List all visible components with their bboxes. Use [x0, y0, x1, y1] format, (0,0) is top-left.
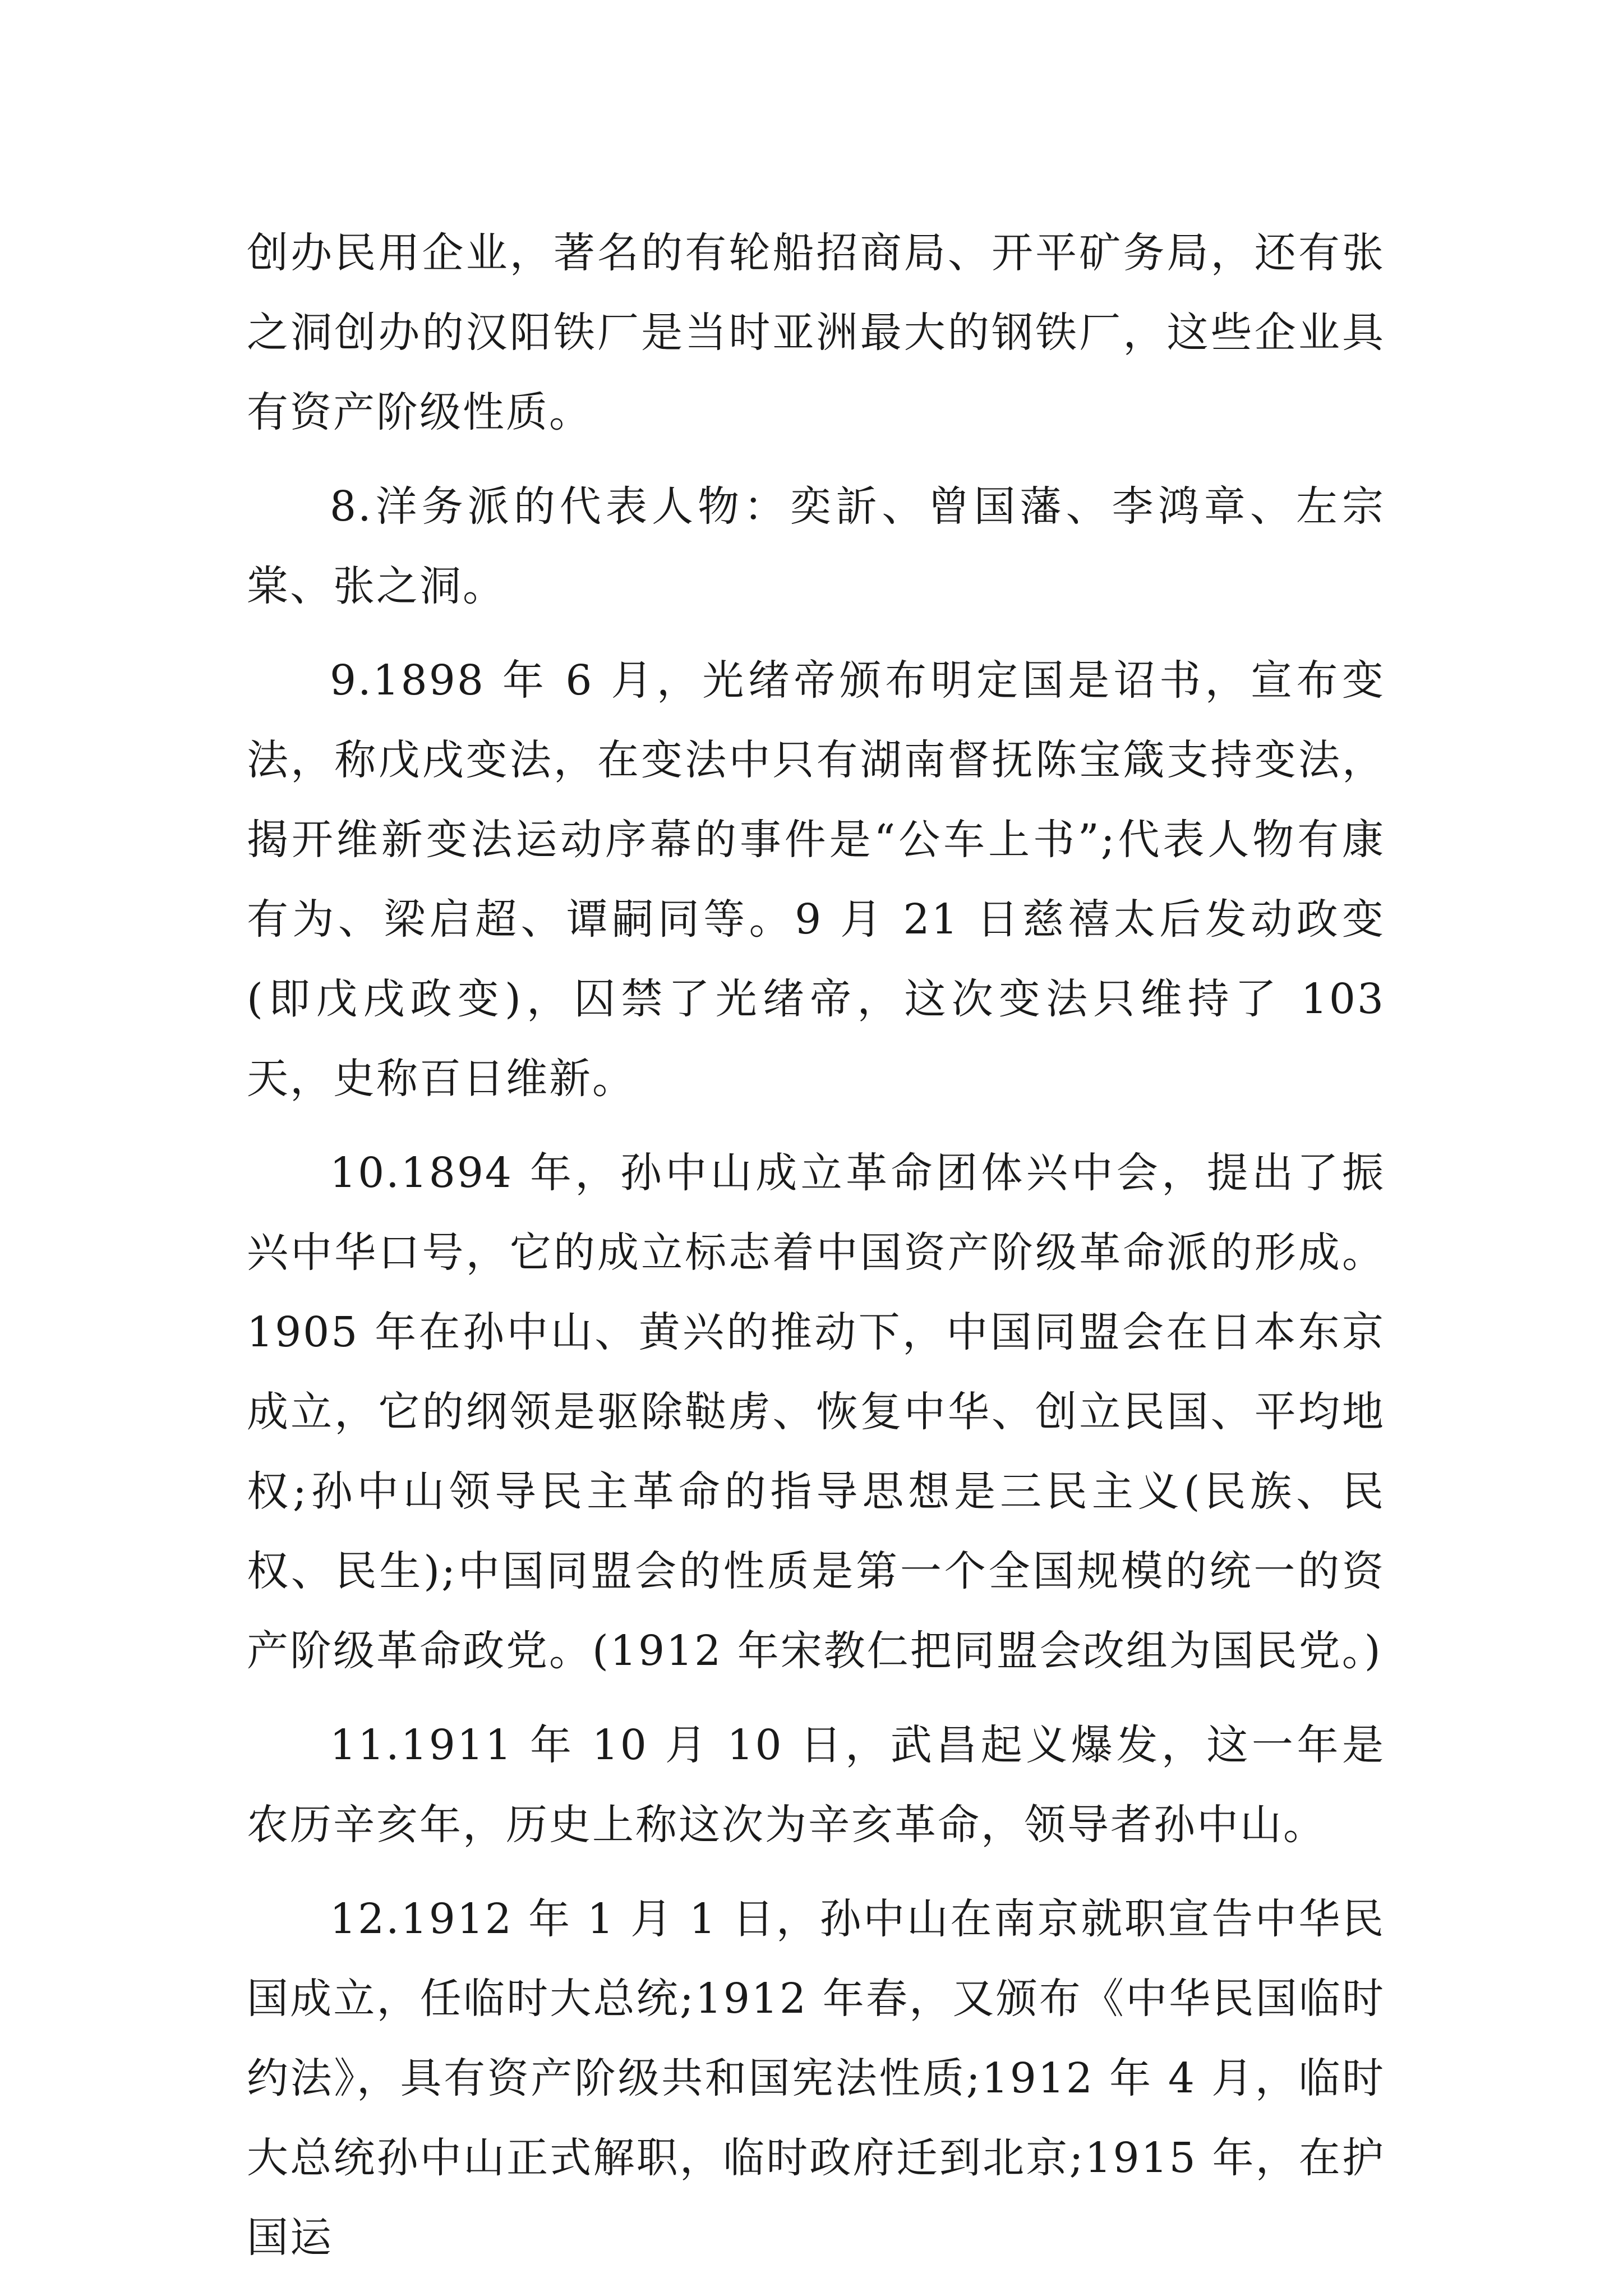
paragraph-11: 11.1911 年 10 月 10 日，武昌起义爆发，这一年是农历辛亥年，历史上称这次为辛亥革命，领导者孙中山。	[247, 1721, 1385, 1849]
paragraph-9: 9.1898 年 6 月，光绪帝颁布明定国是诏书，宣布变法，称戊戌变法，在变法中只有湖南督抚陈宝箴支持变法，揭开维新变法运动序幕的事件是“公车上书”;代表人物有康有为、梁启超、谭嗣同等。9 月 21 日慈禧太后发动政变(即戊戌政变)，囚禁了光绪帝，这次变法只维持了 103 天，史称百日维新。	[247, 656, 1385, 1103]
paragraph-10: 10.1894 年，孙中山成立革命团体兴中会，提出了振兴中华口号，它的成立标志着中国资产阶级革命派的形成。1905 年在孙中山、黄兴的推动下，中国同盟会在日本东京成立，它的纲领是驱除鞑虏、恢复中华、创立民国、平均地权;孙中山领导民主革命的指导思想是三民主义(民族、民权、民生);中国同盟会的性质是第一个全国规模的统一的资产阶级革命政党。(1912 年宋教仁把同盟会改组为国民党。)	[247, 1149, 1385, 1675]
paragraph-8: 8.洋务派的代表人物：奕訢、曾国藩、李鸿章、左宗棠、张之洞。	[247, 482, 1385, 610]
document-body	[247, 213, 1385, 2292]
paragraph-12: 12.1912 年 1 月 1 日，孙中山在南京就职宣告中华民国成立，任临时大总统;1912 年春，又颁布《中华民国临时约法》，具有资产阶级共和国宪法性质;1912 年 4 月，临时大总统孙中山正式解职，临时政府迁到北京;1915 年，在护国运	[247, 1895, 1385, 2262]
paragraph-continuation: 创办民用企业，著名的有轮船招商局、开平矿务局，还有张之洞创办的汉阳铁厂是当时亚洲最大的钢铁厂，这些企业具有资产阶级性质。	[247, 229, 1385, 436]
